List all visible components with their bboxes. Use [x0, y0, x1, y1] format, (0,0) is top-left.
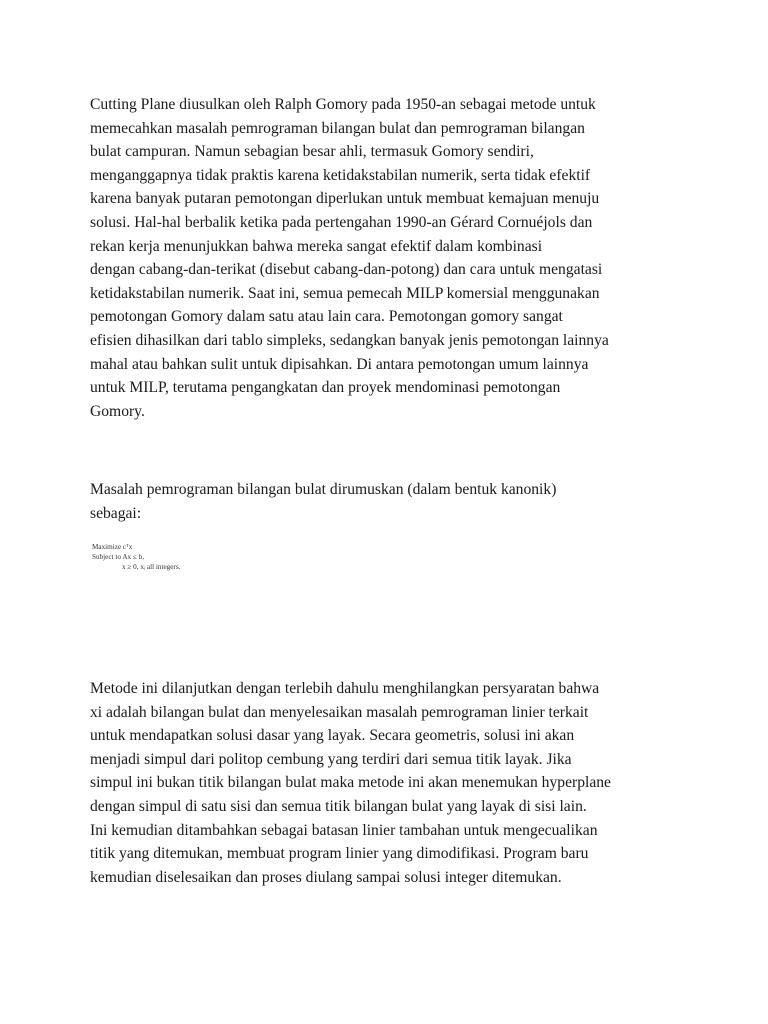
formula-constraint: Subject to Ax ≤ b, — [92, 553, 145, 561]
formula-objective: Maximize cᵀx — [92, 543, 133, 551]
text-line: mahal atau bahkan sulit untuk dipisahkan. Di antara pemotongan umum lainnya — [90, 355, 589, 373]
text-line: solusi. Hal-hal berbalik ketika pada pertengahan 1990-an Gérard Cornuéjols dan — [90, 213, 593, 231]
text-line: dengan simpul di satu sisi dan semua titik bilangan bulat yang layak di sisi lain. — [90, 797, 587, 815]
text-line: rekan kerja menunjukkan bahwa mereka sangat efektif dalam kombinasi — [90, 237, 543, 255]
text-line: bulat campuran. Namun sebagian besar ahli, termasuk Gomory sendiri, — [90, 143, 534, 161]
formula-integrality: x ≥ 0, xᵢ all integers. — [122, 563, 181, 571]
text-line: simpul ini bukan titik bilangan bulat maka metode ini akan menemukan hyperplane — [90, 774, 611, 792]
text-line: pemotongan Gomory dalam satu atau lain cara. Pemotongan gomory sangat — [90, 308, 563, 326]
text-line: Gomory. — [90, 402, 145, 420]
paragraph-method-description — [90, 677, 690, 889]
text-line: kemudian diselesaikan dan proses diulang sampai solusi integer ditemukan. — [90, 868, 562, 886]
text-line: ketidakstabilan numerik. Saat ini, semua pemecah MILP komersial menggunakan — [90, 284, 600, 302]
text-line: xi adalah bilangan bulat dan menyelesaikan masalah pemrograman linier terkait — [90, 703, 589, 721]
text-line: Ini kemudian ditambahkan sebagai batasan linier tambahan untuk mengecualikan — [90, 821, 598, 839]
text-line: Masalah pemrograman bilangan bulat dirumuskan (dalam bentuk kanonik) — [90, 481, 557, 498]
text-line: Cutting Plane diusulkan oleh Ralph Gomory pada 1950-an sebagai metode untuk — [90, 96, 596, 113]
text-line: Metode ini dilanjutkan dengan terlebih dahulu menghilangkan persyaratan bahwa — [90, 680, 600, 697]
text-line: menjadi simpul dari politop cembung yang terdiri dari semua titik layak. Jika — [90, 750, 572, 768]
text-line: untuk MILP, terutama pengangkatan dan proyek mendominasi pemotongan — [90, 379, 561, 397]
text-line: memecahkan masalah pemrograman bilangan bulat dan pemrograman bilangan — [90, 119, 585, 137]
text-line: titik yang ditemukan, membuat program linier yang dimodifikasi. Program baru — [90, 845, 589, 863]
paragraph-cutting-plane-history — [90, 93, 690, 423]
text-line: karena banyak putaran pemotongan diperlukan untuk membuat kemajuan menuju — [90, 190, 600, 208]
text-line: sebagai: — [90, 504, 142, 522]
text-line: untuk mendapatkan solusi dasar yang layak. Secara geometris, solusi ini akan — [90, 727, 575, 745]
text-line: dengan cabang-dan-terikat (disebut cabang-dan-potong) dan cara untuk mengatasi — [90, 261, 603, 279]
canonical-form-formula — [92, 542, 210, 584]
paragraph-problem-formulation — [90, 478, 690, 525]
text-line: menganggapnya tidak praktis karena ketidakstabilan numerik, serta tidak efektif — [90, 166, 591, 184]
text-line: efisien dihasilkan dari tablo simpleks, sedangkan banyak jenis pemotongan lainnya — [90, 331, 609, 349]
